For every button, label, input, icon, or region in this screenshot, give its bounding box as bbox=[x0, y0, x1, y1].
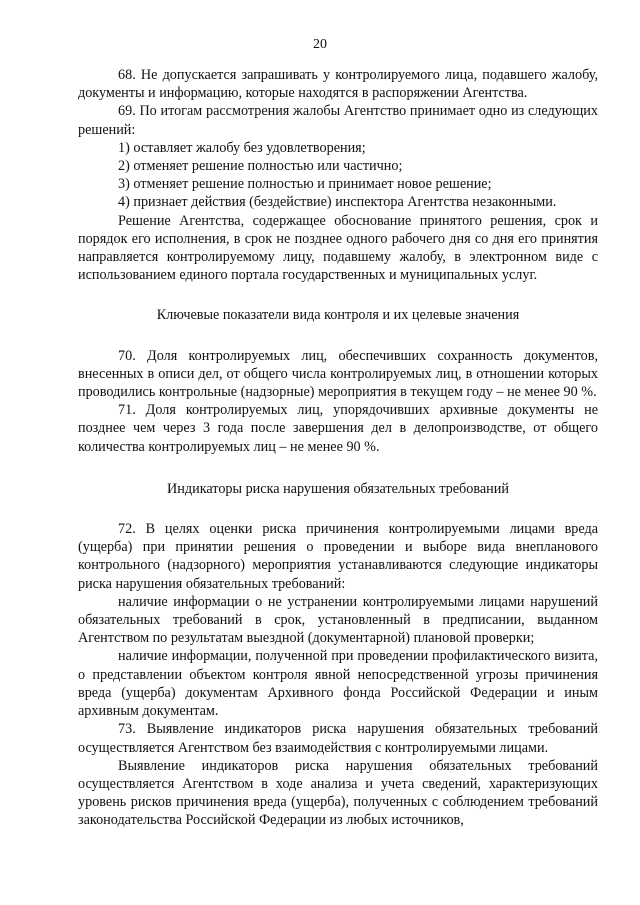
paragraph-69: 69. По итогам рассмотрения жалобы Агентство принимает одно из следующих решений: bbox=[78, 103, 598, 138]
list-item: 2) отменяет решение полностью или частично; bbox=[118, 158, 403, 175]
list-item: 1) оставляет жалобу без удовлетворения; bbox=[118, 139, 366, 156]
paragraph-72-item-a: наличие информации о не устранении контролируемыми лицами нарушений обязательных требований в срок, установленный в предписании, выданном Агентством по результатам выездной (документарной) плановой проверки; bbox=[78, 593, 598, 647]
list-item: 4) признает действия (бездействие) инспектора Агентства незаконными. bbox=[118, 194, 557, 211]
paragraph-68: 68. Не допускается запрашивать у контролируемого лица, подавшего жалобу, документы и информацию, которые находятся в распоряжении Агентства. bbox=[78, 67, 598, 102]
section-heading-key-indicators: Ключевые показатели вида контроля и их целевые значения bbox=[156, 307, 520, 324]
list-item: 3) отменяет решение полностью и принимает новое решение; bbox=[118, 176, 492, 193]
paragraph-73: 73. Выявление индикаторов риска нарушения обязательных требований осуществляется Агентством без взаимодействия с контролируемыми лицами. bbox=[78, 721, 598, 756]
paragraph-decision: Решение Агентства, содержащее обоснование принятого решения, срок и порядок его исполнения, в срок не позднее одного рабочего дня со дня его принятия направляется контролируемому лицу, подавшему жалобу, в электронном виде с использованием единого портала государственных и муниципальных услуг. bbox=[78, 212, 598, 284]
document-body bbox=[78, 66, 598, 830]
page-number: 20 bbox=[313, 37, 327, 52]
section-heading-risk-indicators: Индикаторы риска нарушения обязательных требований bbox=[167, 480, 509, 497]
paragraph-70: 70. Доля контролируемых лиц, обеспечивших сохранность документов, внесенных в описи дел, от общего числа контролируемых лиц, в отношении которых проводились контрольные (надзорные) мероприятия в текущем году – не менее 90 %. bbox=[78, 347, 598, 401]
paragraph-71: 71. Доля контролируемых лиц, упорядочивших архивные документы не позднее чем через 3 года после завершения дел в делопроизводстве, от общего количества контролируемых лиц – не менее 90 %. bbox=[78, 402, 598, 455]
paragraph-73-continued: Выявление индикаторов риска нарушения обязательных требований осуществляется Агентством в ходе анализа и учета сведений, характеризующих уровень рисков причинения вреда (ущерба), полученных с соблюдением требований законодательства Российской Федерации из любых источников, bbox=[78, 757, 598, 829]
paragraph-72: 72. В целях оценки риска причинения контролируемыми лицами вреда (ущерба) при принятии решения о проведении и выборе вида внепланового контрольного (надзорного) мероприятия устанавливаются следующие индикаторы риска нарушения обязательных требований: bbox=[78, 521, 598, 592]
paragraph-72-item-b: наличие информации, полученной при проведении профилактического визита, о представлении объектом контроля явной непосредственной угрозы причинения вреда (ущерба) документам Архивного фонда Российской Федерации и иным архивным документам. bbox=[78, 648, 598, 720]
